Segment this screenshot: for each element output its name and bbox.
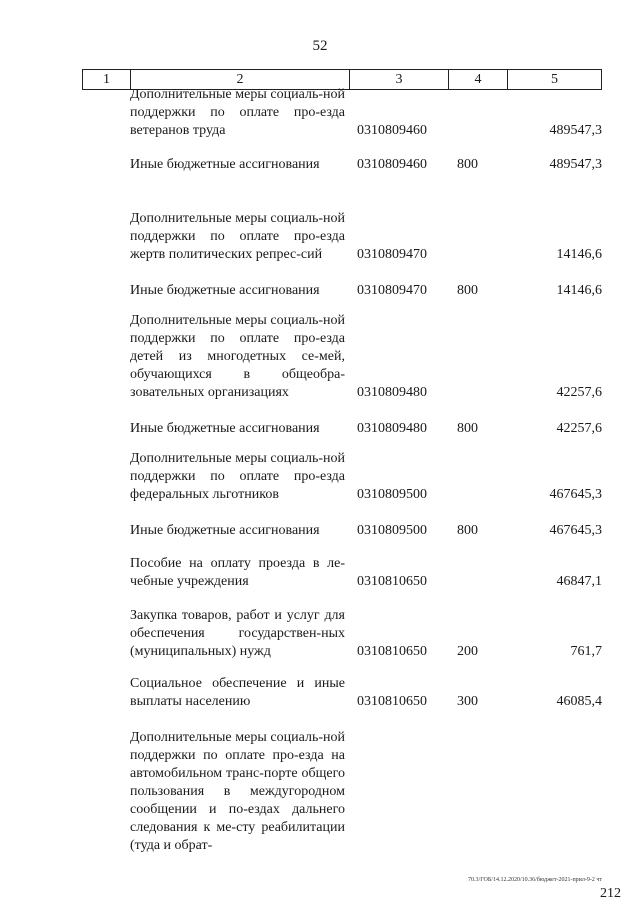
- row-name: Дополнительные меры социаль-ной поддержки по оплате про-езда на автомобильном транс-порте общего пользования в междугородном сообщении и по-ездах дальнего следования к ме-сту реабилитации (туда и обрат-: [130, 730, 345, 853]
- row-name: Пособие на оплату проезда в ле-чебные учреждения: [130, 556, 345, 589]
- table-row: [0, 516, 640, 540]
- row-expense-type: 200: [457, 644, 478, 659]
- row-expense-type: 800: [457, 157, 478, 172]
- row-name: Социальное обеспечение и иные выплаты населению: [130, 676, 345, 709]
- page-number: 52: [312, 38, 328, 54]
- table-row: [0, 450, 640, 504]
- row-expense-type: 800: [457, 421, 478, 436]
- row-code: 0310809460: [357, 157, 427, 172]
- row-amount: 42257,6: [556, 385, 602, 400]
- row-amount: 489547,3: [549, 157, 602, 172]
- column-header-5: 5: [508, 70, 602, 90]
- row-amount: 42257,6: [556, 421, 602, 436]
- row-code: 0310810650: [357, 574, 427, 589]
- row-expense-type: 800: [457, 283, 478, 298]
- table-row: [0, 150, 640, 174]
- table-row: [0, 414, 640, 438]
- row-name: Иные бюджетные ассигнования: [130, 523, 320, 538]
- column-header-4: 4: [449, 70, 508, 90]
- row-name: Дополнительные меры социаль-ной поддержки по оплате про-езда ветеранов труда: [130, 87, 345, 138]
- row-amount: 14146,6: [556, 247, 602, 262]
- row-name: Иные бюджетные ассигнования: [130, 421, 320, 436]
- row-code: 0310810650: [357, 694, 427, 709]
- row-amount: 467645,3: [549, 523, 602, 538]
- row-name: Иные бюджетные ассигнования: [130, 157, 320, 172]
- row-name: Дополнительные меры социаль-ной поддержки по оплате про-езда детей из многодетных се-мей, обучающихся в общеобра-зовательных организациях: [130, 313, 345, 400]
- row-amount: 467645,3: [549, 487, 602, 502]
- row-code: 0310809500: [357, 487, 427, 502]
- table-row: [0, 86, 640, 140]
- table-row: [0, 276, 640, 300]
- column-header-3: 3: [350, 70, 449, 90]
- table-row: [0, 190, 640, 264]
- row-amount: 46847,1: [556, 574, 602, 589]
- column-header-1: 1: [83, 70, 131, 90]
- row-name: Закупка товаров, работ и услуг для обеспечения государствен-ных (муниципальных) нужд: [130, 608, 345, 659]
- row-expense-type: 800: [457, 523, 478, 538]
- row-code: 0310809470: [357, 283, 427, 298]
- table-row: [0, 310, 640, 402]
- row-code: 0310809480: [357, 421, 427, 436]
- table-row: [0, 605, 640, 661]
- column-header-2: 2: [131, 70, 350, 90]
- row-expense-type: 300: [457, 694, 478, 709]
- row-code: 0310809470: [357, 247, 427, 262]
- table-row: [0, 675, 640, 711]
- row-code: 0310809500: [357, 523, 427, 538]
- table-row: [0, 729, 640, 859]
- row-amount: 761,7: [570, 644, 602, 659]
- document-footer-stamp: 70.3/ГОБ/14.12.2020/10.36/бюджет-2021-прил-9-2 чт: [468, 877, 602, 883]
- sheet-number: 212: [600, 886, 621, 901]
- row-name: Дополнительные меры социаль-ной поддержки по оплате про-езда жертв политических репрес-сий: [130, 211, 345, 262]
- row-code: 0310809460: [357, 123, 427, 138]
- row-amount: 14146,6: [556, 283, 602, 298]
- table-row: [0, 555, 640, 591]
- row-amount: 489547,3: [549, 123, 602, 138]
- row-code: 0310809480: [357, 385, 427, 400]
- row-name: Дополнительные меры социаль-ной поддержки по оплате про-езда федеральных льготников: [130, 451, 345, 502]
- row-amount: 46085,4: [556, 694, 602, 709]
- row-code: 0310810650: [357, 644, 427, 659]
- row-name: Иные бюджетные ассигнования: [130, 283, 320, 298]
